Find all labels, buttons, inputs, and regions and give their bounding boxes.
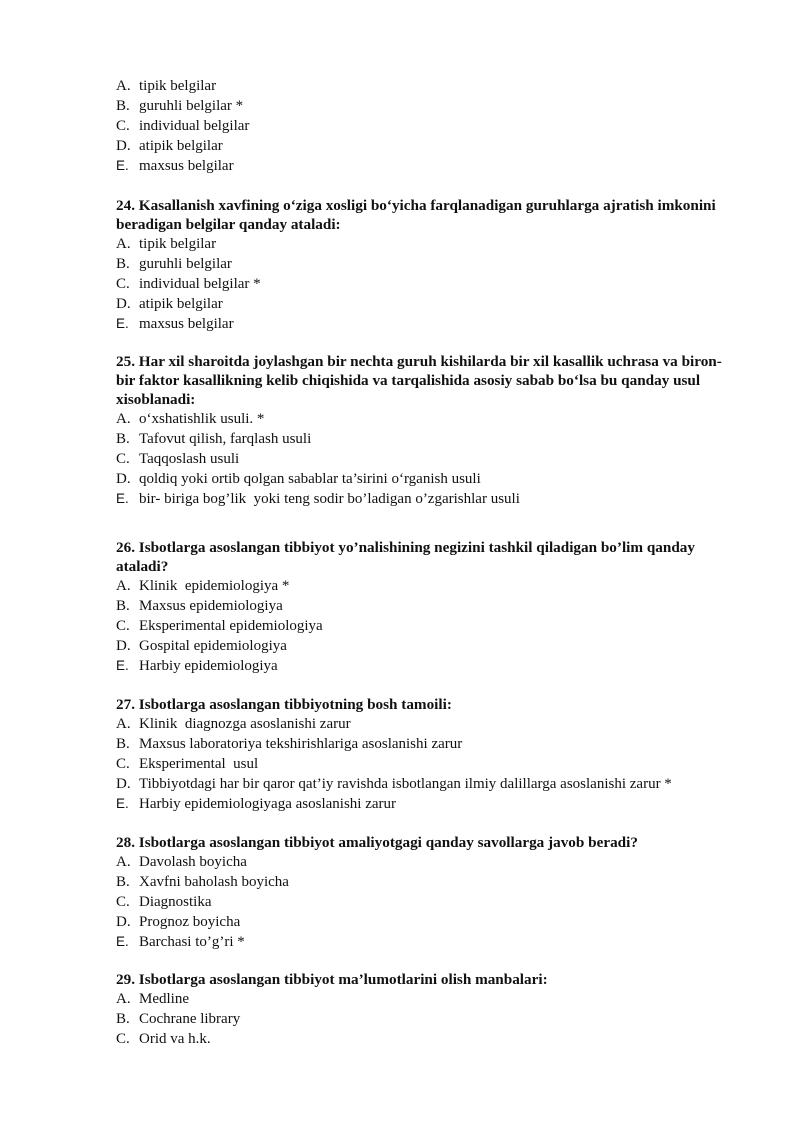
option-text: Tafovut qilish, farqlash usuli (139, 431, 312, 448)
option (116, 409, 736, 429)
option-letter: E. (116, 934, 129, 950)
option (116, 852, 736, 872)
option (116, 754, 736, 774)
option-text: Tibbiyotdagi har bir qaror qat’iy ravishda isbotlangan ilmiy dalillarga asoslanishi zarur * (139, 776, 672, 793)
option (116, 596, 736, 616)
option (116, 989, 736, 1009)
option-letter: B. (116, 431, 130, 448)
option-text: atipik belgilar (139, 138, 223, 155)
option-text: Gospital epidemiologiya (139, 638, 287, 655)
question-text: 28. Isbotlarga asoslangan tibbiyot amaliyotgagi qanday savollarga javob beradi? (116, 834, 638, 851)
option (116, 576, 736, 596)
question-block (116, 196, 736, 334)
option-letter: E. (116, 316, 129, 332)
option-letter: B. (116, 736, 130, 753)
question-text: 24. Kasallanish xavfining o‘ziga xosligi bo‘yicha farqlanadigan guruhlarga ajratish imkonini beradigan belgilar qanday ataladi: (116, 197, 716, 233)
option-letter: C. (116, 894, 130, 911)
option-text: Barchasi to’g’ri * (139, 934, 245, 951)
option (116, 116, 736, 136)
option (116, 734, 736, 754)
option-letter: B. (116, 874, 130, 891)
option-letter: C. (116, 756, 130, 773)
option-text: Prognoz boyicha (139, 914, 241, 931)
option (116, 1009, 736, 1029)
option-letter: D. (116, 914, 131, 931)
option-text: qoldiq yoki ortib qolgan sabablar ta’sirini o‘rganish usuli (139, 471, 481, 488)
option (116, 932, 736, 952)
option-text: bir- biriga bog’lik yoki teng sodir bo’ladigan o’zgarishlar usuli (139, 491, 520, 508)
question-block (116, 833, 736, 952)
option (116, 76, 736, 96)
option-letter: A. (116, 854, 131, 870)
option (116, 136, 736, 156)
option (116, 96, 736, 116)
option (116, 254, 736, 274)
option-letter: A. (116, 78, 131, 94)
question-block (116, 76, 736, 176)
option-letter: D. (116, 296, 131, 313)
option-text: guruhli belgilar * (139, 98, 244, 115)
option-letter: B. (116, 598, 130, 615)
option-text: Maxsus epidemiologiya (139, 598, 283, 615)
option-text: Harbiy epidemiologiyaga asoslanishi zarur (139, 796, 397, 813)
option-text: Orid va h.k. (139, 1031, 211, 1048)
option-letter: C. (116, 1031, 130, 1048)
option-text: Maxsus laboratoriya tekshirishlariga asoslanishi zarur (139, 736, 463, 753)
option-letter: D. (116, 638, 131, 655)
option-letter: C. (116, 276, 130, 293)
option-text: Diagnostika (139, 894, 212, 911)
option-text: Eksperimental usul (139, 756, 259, 773)
option-letter: B. (116, 98, 130, 115)
option-letter: E. (116, 158, 129, 174)
option-letter: C. (116, 118, 130, 135)
option-letter: E. (116, 491, 129, 507)
option-text: maxsus belgilar (139, 316, 234, 333)
option (116, 872, 736, 892)
question-text: 27. Isbotlarga asoslangan tibbiyotning bosh tamoili: (116, 696, 452, 713)
question-block (116, 695, 736, 814)
option (116, 636, 736, 656)
option-text: Klinik diagnozga asoslanishi zarur (139, 716, 351, 732)
option (116, 294, 736, 314)
option (116, 912, 736, 932)
option-letter: C. (116, 451, 130, 468)
option-letter: A. (116, 578, 131, 594)
option-text: individual belgilar (139, 118, 250, 135)
option-text: Taqqoslash usuli (139, 451, 240, 468)
option-text: o‘xshatishlik usuli. * (139, 411, 265, 427)
option (116, 794, 736, 814)
option (116, 234, 736, 254)
option-letter: D. (116, 138, 131, 155)
option-text: guruhli belgilar (139, 256, 232, 273)
option (116, 616, 736, 636)
option (116, 274, 736, 294)
option-letter: D. (116, 471, 131, 488)
option-letter: A. (116, 716, 131, 732)
option-text: Xavfni baholash boyicha (139, 874, 289, 891)
option-text: individual belgilar * (139, 276, 261, 293)
option-text: atipik belgilar (139, 296, 223, 313)
option-text: Medline (139, 991, 189, 1007)
option (116, 1029, 736, 1049)
option-letter: E. (116, 658, 129, 674)
option (116, 656, 736, 676)
option-text: maxsus belgilar (139, 158, 234, 175)
option (116, 314, 736, 334)
option-text: Eksperimental epidemiologiya (139, 618, 323, 635)
option-letter: A. (116, 991, 131, 1007)
option-text: Cochrane library (139, 1011, 241, 1028)
option-text: Klinik epidemiologiya * (139, 578, 290, 594)
option (116, 469, 736, 489)
option-text: tipik belgilar (139, 78, 217, 94)
option (116, 774, 736, 794)
option-text: tipik belgilar (139, 236, 217, 252)
option (116, 429, 736, 449)
option (116, 892, 736, 912)
option-letter: C. (116, 618, 130, 635)
option (116, 714, 736, 734)
option-letter: E. (116, 796, 129, 812)
question-text: 26. Isbotlarga asoslangan tibbiyot yo’nalishining negizini tashkil qiladigan bo’lim qanday ataladi? (116, 539, 695, 575)
question-text: 25. Har xil sharoitda joylashgan bir nechta guruh kishilarda bir xil kasallik uchrasa va biron-bir faktor kasallikning kelib chiqishida va tarqalishida asosiy sabab bo‘lsa bu qanday usul xisoblanadi: (116, 353, 722, 408)
option (116, 156, 736, 176)
question-block (116, 970, 736, 1049)
option-text: Davolash boyicha (139, 854, 247, 870)
option-letter: D. (116, 776, 131, 793)
option-letter: B. (116, 1011, 130, 1028)
question-text: 29. Isbotlarga asoslangan tibbiyot ma’lumotlarini olish manbalari: (116, 971, 548, 988)
option-letter: B. (116, 256, 130, 273)
question-block (116, 352, 736, 509)
option-letter: A. (116, 236, 131, 252)
option-letter: A. (116, 411, 131, 427)
option (116, 489, 736, 509)
option (116, 449, 736, 469)
option-text: Harbiy epidemiologiya (139, 658, 278, 675)
question-block (116, 538, 736, 676)
